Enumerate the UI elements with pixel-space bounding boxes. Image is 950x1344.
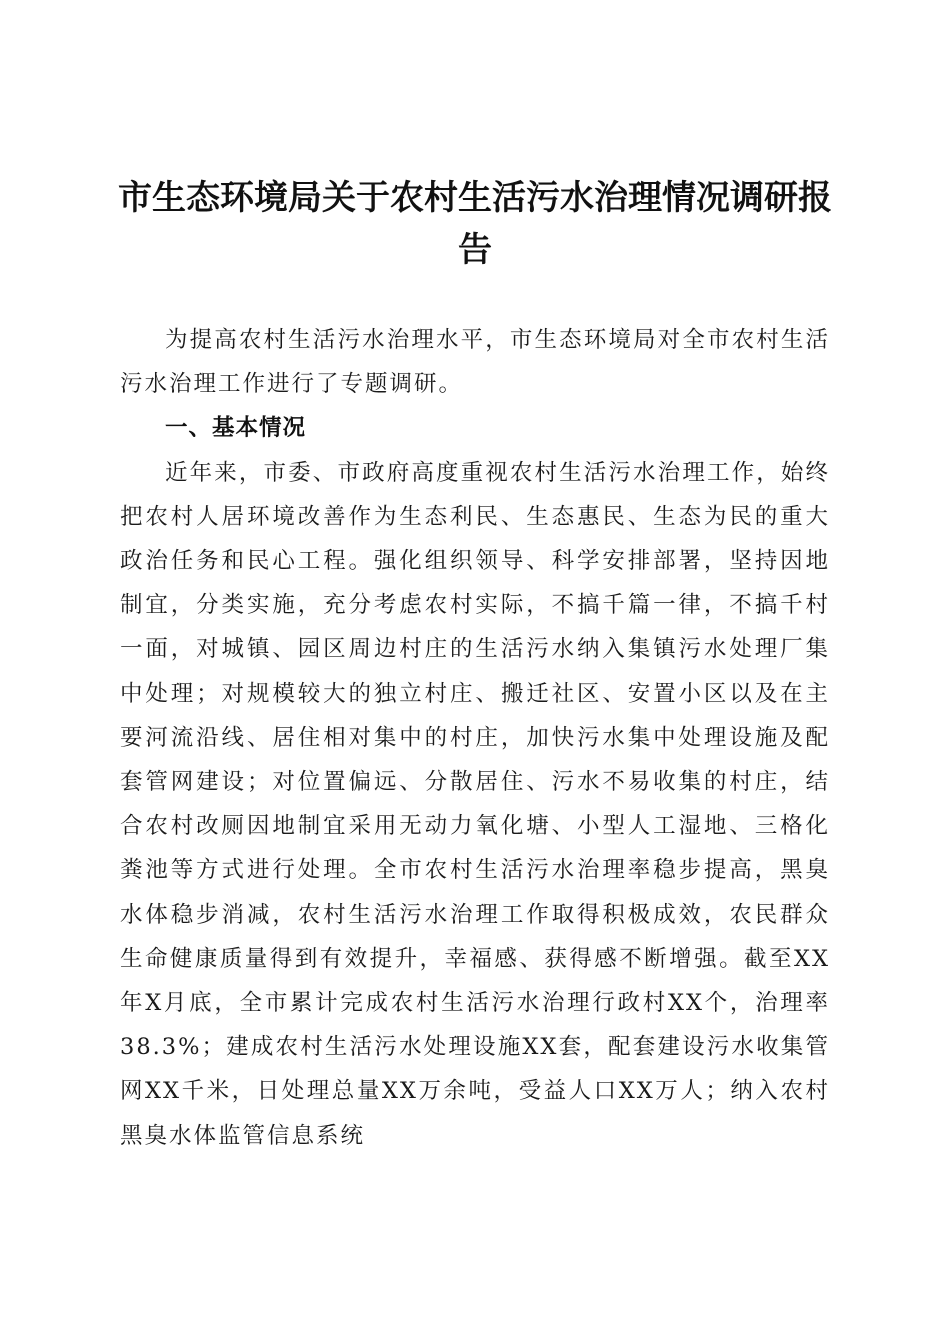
intro-paragraph: 为提高农村生活污水治理水平，市生态环境局对全市农村生活污水治理工作进行了专题调研。 [120,327,830,398]
document-title: 市生态环境局关于农村生活污水治理情况调研报告 [118,178,832,270]
section-paragraph-basic-situation: 近年来，市委、市政府高度重视农村生活污水治理工作，始终把农村人居环境改善作为生态利民、生态惠民、生态为民的重大政治任务和民心工程。强化组织领导、科学安排部署，坚持因地制宜，分类实施，充分考虑农村实际，不搞千篇一律，不搞千村一面，对城镇、园区周边村庄的生活污水纳入集镇污水处理厂集中处理；对规模较大的独立村庄、搬迁社区、安置小区以及在主要河流沿线、居住相对集中的村庄，加快污水集中处理设施及配套管网建设；对位置偏远、分散居住、污水不易收集的村庄，结合农村改厕因地制宜采用无动力氧化塘、小型人工湿地、三格化粪池等方式进行处理。全市农村生活污水治理率稳步提高，黑臭水体稳步消减，农村生活污水治理工作取得积极成效，农民群众生命健康质量得到有效提升，幸福感、获得感不断增强。截至XX年X月底，全市累计完成农村生活污水治理行政村XX个，治理率38.3%；建成农村生活污水处理设施XX套，配套建设污水收集管网XX千米，日处理总量XX万余吨，受益人口XX万人；纳入农村黑臭水体监管信息系统 [120,459,830,1149]
document-body [120,318,830,1158]
section-heading-basic-situation: 一、基本情况 [165,415,307,442]
